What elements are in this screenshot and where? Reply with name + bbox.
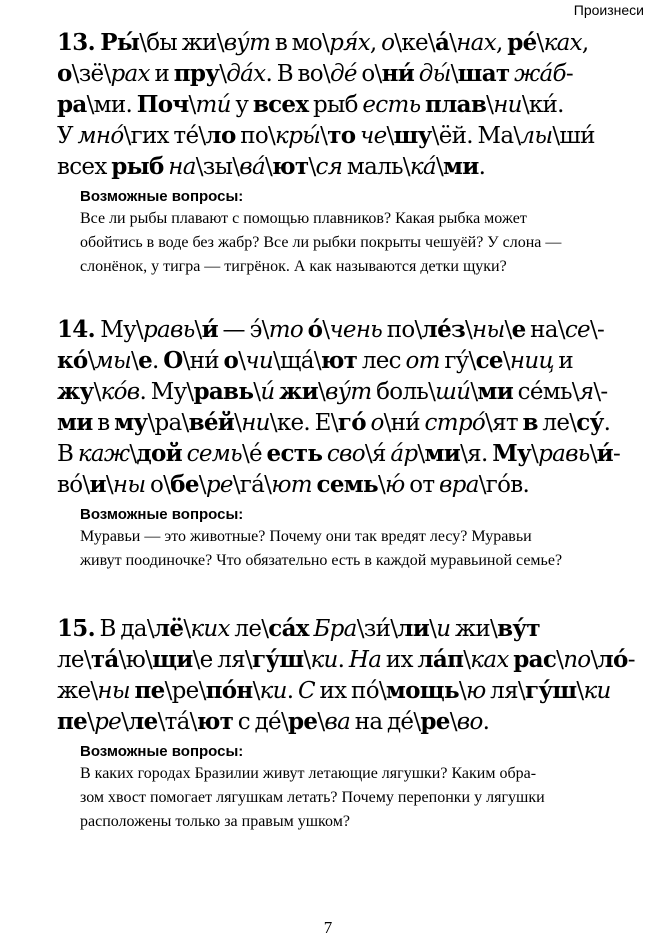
text-segment: семь — [186, 441, 242, 467]
text-segment: всех — [57, 154, 112, 180]
questions-heading: Возможные вопросы: — [80, 188, 244, 205]
question-line: зом хвост помогает лягушкам летать? Почему перепонки у лягушки — [80, 789, 545, 806]
text-line — [57, 469, 650, 500]
text-segment: лес — [357, 348, 406, 374]
text-segment: дой — [136, 440, 183, 467]
text-segment: на — [168, 154, 196, 180]
text-segment: \ — [464, 317, 473, 343]
text-segment: \ — [131, 348, 139, 374]
text-segment: ми — [57, 409, 93, 436]
text-segment: , — [581, 30, 589, 56]
text-segment: \ — [317, 379, 326, 405]
text-segment: их по́\ — [314, 678, 386, 704]
text-segment: ву́т — [497, 615, 540, 642]
text-segment: \ — [449, 30, 457, 56]
text-segment: \- — [589, 317, 605, 343]
text-segment: ю́ — [385, 472, 405, 498]
text-segment: че — [360, 123, 387, 149]
text-segment: пе — [134, 677, 165, 704]
text-segment: боль\ — [371, 379, 436, 405]
text-segment: шу — [393, 122, 432, 149]
text-line — [57, 345, 650, 376]
text-segment: \ши́ — [552, 123, 595, 149]
text-segment: О — [163, 347, 183, 374]
text-segment: и́ — [260, 379, 275, 405]
text-segment: я — [578, 379, 594, 405]
text-segment: и — [149, 61, 174, 87]
text-segment: ле\ — [229, 616, 269, 642]
text-segment: чи — [245, 348, 273, 374]
text-segment: \ — [93, 379, 101, 405]
text-segment: мощь — [385, 677, 459, 704]
text-segment: \ — [450, 61, 458, 87]
text-segment: ки — [310, 647, 338, 673]
text-segment: ни́ — [381, 60, 415, 87]
text-segment: \ — [183, 616, 191, 642]
text-segment: \ — [129, 441, 137, 467]
text-segment: у — [230, 92, 253, 118]
text-segment: ся — [315, 154, 343, 180]
text-segment: ках — [543, 30, 582, 56]
text-segment: ю — [465, 678, 486, 704]
questions-text — [80, 207, 650, 279]
text-segment: и́ — [596, 440, 614, 467]
text-segment: \зи́\ — [356, 616, 398, 642]
text-segment: ра — [57, 91, 87, 118]
text-segment: гу́ш — [251, 646, 304, 673]
text-segment: 13. — [57, 29, 101, 56]
text-segment: В да\ — [94, 616, 154, 642]
text-line — [57, 675, 650, 706]
text-segment: жи — [279, 378, 318, 405]
question-line: живут поодиночке? Что обязательно есть в каждой муравьиной семье? — [80, 552, 563, 569]
text-segment: \ — [317, 709, 325, 735]
text-line — [57, 407, 650, 438]
text-segment: от — [405, 348, 440, 374]
text-segment: в мо\ — [270, 30, 330, 56]
text-segment: стро́ — [424, 410, 486, 436]
text-segment: ти́ — [195, 92, 231, 118]
text-segment: \ — [429, 616, 437, 642]
question-line: Все ли рыбы плавают с помощью плавников? Какая рыбка может — [80, 210, 527, 227]
text-segment: \ — [308, 154, 316, 180]
text-segment: \ке. Е\ — [269, 410, 338, 436]
text-segment: мы — [94, 348, 132, 374]
text-segment: . — [152, 348, 164, 374]
text-segment: \е ля\ — [192, 647, 252, 673]
text-segment: \ — [87, 709, 95, 735]
text-segment: Бра — [313, 616, 357, 642]
text-segment: ва́ — [239, 154, 265, 180]
text-segment: \ — [536, 30, 544, 56]
text-segment: а́ — [434, 29, 450, 56]
text-segment: кры́ — [275, 123, 321, 149]
text-segment: пру — [173, 60, 220, 87]
text-segment: да́х — [226, 61, 266, 87]
text-segment: Му\ — [100, 317, 143, 343]
text-segment: \- — [593, 379, 608, 405]
text-segment: . — [603, 410, 611, 436]
text-segment: в — [522, 409, 538, 436]
exercise-text — [57, 27, 650, 182]
text-segment: ва — [324, 709, 351, 735]
text-line — [57, 613, 650, 644]
text-segment: ды́ — [418, 61, 451, 87]
text-segment: гу́ш — [524, 677, 577, 704]
text-segment: и́ — [201, 316, 218, 343]
text-segment: го́ — [337, 409, 366, 436]
text-segment: о\ — [145, 472, 171, 498]
text-segment: ких — [190, 616, 230, 642]
text-segment: ря́х — [329, 30, 370, 56]
text-segment: ло — [205, 122, 236, 149]
text-segment: \ — [531, 441, 539, 467]
question-line: слонёнок, у тигра — тигрёнок. А как называются детки щуки? — [80, 258, 507, 275]
text-segment: о\ — [356, 61, 382, 87]
text-segment: \ — [87, 348, 95, 374]
text-segment: Поч — [136, 91, 189, 118]
text-segment: каж — [77, 441, 130, 467]
text-segment: и — [436, 616, 451, 642]
text-segment: мно́ — [77, 123, 124, 149]
text-segment: , — [369, 30, 382, 56]
text-segment: \ки́. — [521, 92, 564, 118]
text-segment: \ — [194, 317, 202, 343]
text-segment: \ке\ — [394, 30, 435, 56]
text-segment: \ — [435, 154, 443, 180]
text-segment: ки — [583, 678, 611, 704]
text-segment: лы — [520, 123, 553, 149]
text-segment: В — [57, 441, 78, 467]
text-segment: жа́б — [514, 61, 566, 87]
text-segment: \ — [320, 123, 328, 149]
text-segment: по́н — [205, 677, 253, 704]
text-segment: — э́\ — [217, 317, 269, 343]
text-segment: ле\ — [537, 410, 577, 436]
text-segment: \ — [386, 123, 394, 149]
text-segment: \ю\ — [118, 647, 153, 673]
text-segment: \ — [449, 709, 457, 735]
text-segment: ле́з — [421, 316, 465, 343]
text-segment: \я́ — [364, 441, 391, 467]
text-segment: се — [564, 317, 590, 343]
text-segment: \ра\ — [147, 410, 189, 436]
text-segment: \ — [121, 709, 129, 735]
text-segment: о — [223, 347, 239, 374]
text-segment: \ — [234, 410, 242, 436]
text-line — [57, 120, 650, 151]
text-segment: \ — [377, 472, 386, 498]
text-segment: всех — [252, 91, 309, 118]
text-segment: . — [482, 709, 490, 735]
text-segment: \ — [303, 647, 311, 673]
text-segment: щи — [152, 646, 193, 673]
exercise-15 — [57, 613, 650, 834]
text-segment: \ — [219, 61, 227, 87]
text-segment: 14. — [57, 316, 101, 343]
exercise-text — [57, 613, 650, 737]
text-segment: У — [57, 123, 78, 149]
questions-heading: Возможные вопросы: — [80, 743, 244, 760]
text-segment: \ёй. Ма\ — [431, 123, 521, 149]
text-segment: \ — [486, 92, 494, 118]
text-segment: - — [565, 61, 573, 87]
text-segment: о́ — [307, 316, 323, 343]
text-segment: \ — [502, 348, 510, 374]
text-segment: о — [370, 410, 384, 436]
text-segment: \ре\ — [164, 678, 206, 704]
text-segment: рах — [110, 61, 150, 87]
text-segment: ре — [205, 472, 233, 498]
exercise-text — [57, 314, 650, 500]
text-segment: сво — [326, 441, 365, 467]
text-segment: \зы\ — [195, 154, 240, 180]
text-line — [57, 376, 650, 407]
question-line: обойтись в воде без жабр? Все ли рыбки покрыты чешуёй? У слона — — [80, 234, 562, 251]
text-segment: Ры́ — [100, 29, 140, 56]
text-segment: ниц — [509, 348, 554, 374]
text-segment: равь — [142, 317, 195, 343]
text-line — [57, 644, 650, 675]
text-segment: во́\ — [57, 472, 90, 498]
text-segment: ло́ — [597, 646, 628, 673]
text-segment: ны — [472, 317, 505, 343]
text-segment: се — [475, 347, 503, 374]
text-segment: \ — [253, 379, 261, 405]
text-segment: жи\ — [450, 616, 498, 642]
text-segment: рыб — [111, 153, 164, 180]
text-segment: рас — [513, 646, 557, 673]
text-segment: \ни́ — [182, 348, 224, 374]
text-segment: \ — [198, 472, 206, 498]
text-segment: . Му\ — [139, 379, 194, 405]
text-segment: рыб — [308, 92, 363, 118]
text-segment: е — [138, 347, 153, 374]
text-segment: ши́ — [435, 379, 471, 405]
text-segment: . — [286, 678, 299, 704]
text-segment: \ — [238, 348, 246, 374]
text-segment: \ят — [485, 410, 523, 436]
text-segment: \ща́\ — [272, 348, 321, 374]
exercise-13 — [57, 27, 650, 279]
text-segment: \бы жи\ — [139, 30, 224, 56]
text-segment: \ — [504, 317, 512, 343]
text-segment: по — [563, 647, 591, 673]
text-segment: ны — [97, 678, 130, 704]
text-segment: нах — [456, 30, 496, 56]
text-segment: ве́й — [188, 409, 235, 436]
text-segment: \е́ — [241, 441, 267, 467]
text-segment: ре — [420, 708, 450, 735]
text-segment: \ — [264, 154, 273, 180]
text-line — [57, 151, 650, 182]
text-line — [57, 314, 650, 345]
text-segment: есть — [266, 440, 323, 467]
text-segment: \ — [556, 647, 564, 673]
text-segment: вра — [438, 472, 479, 498]
text-segment: на\ — [525, 317, 565, 343]
question-line: расположены только за правым ушком? — [80, 813, 350, 830]
text-segment: ми — [443, 153, 479, 180]
text-segment: . В во\ — [265, 61, 330, 87]
text-segment: \я. — [460, 441, 493, 467]
text-segment: чень — [329, 317, 383, 343]
text-segment: ют — [196, 708, 234, 735]
text-segment: ми — [477, 378, 514, 405]
text-segment: \га́\ — [232, 472, 272, 498]
text-segment: та́ — [90, 646, 119, 673]
text-segment: \гих те́\ — [123, 123, 206, 149]
page-number: 7 — [323, 918, 333, 937]
text-segment: е — [511, 316, 526, 343]
text-segment: то — [327, 122, 356, 149]
text-segment: \ми. — [86, 92, 137, 118]
text-segment: равь — [538, 441, 590, 467]
text-segment: С — [298, 678, 315, 704]
text-segment: му — [114, 409, 148, 436]
questions-text — [80, 762, 650, 834]
text-line — [57, 89, 650, 120]
text-segment: . — [478, 154, 486, 180]
text-segment: \ — [576, 678, 584, 704]
text-segment: есть — [362, 92, 421, 118]
question-line: В каких городах Бразилии живут летающие лягушки? Каким обра- — [80, 765, 537, 782]
text-segment: равь — [193, 378, 254, 405]
text-segment: плав — [425, 91, 487, 118]
text-segment: жу — [57, 378, 94, 405]
text-segment: от — [404, 472, 439, 498]
text-segment: по\ — [382, 317, 422, 343]
text-line — [57, 58, 650, 89]
text-line — [57, 27, 650, 58]
text-segment: \ — [589, 441, 597, 467]
text-segment: \ — [458, 678, 466, 704]
text-segment: ли — [397, 615, 430, 642]
text-segment: гу́\ — [439, 348, 476, 374]
text-segment: ре — [94, 709, 122, 735]
text-segment: ре́ — [507, 29, 537, 56]
text-segment: - — [613, 441, 621, 467]
text-segment: ла́п — [417, 646, 464, 673]
text-segment: ки — [259, 678, 287, 704]
text-segment: ни — [241, 410, 270, 436]
text-segment: на де́\ — [350, 709, 421, 735]
question-line: Муравьи — это животные? Почему они так вредят лесу? Муравьи — [80, 528, 532, 545]
text-segment: \ — [188, 92, 196, 118]
text-segment: се́мь\ — [513, 379, 579, 405]
questions-text — [80, 525, 650, 573]
text-segment: и — [553, 348, 574, 374]
running-title: Произнеси — [573, 2, 644, 18]
text-segment: во — [456, 709, 483, 735]
text-segment: семь — [316, 471, 378, 498]
text-segment: то — [268, 317, 303, 343]
text-segment: с де́\ — [233, 709, 288, 735]
text-segment: о — [57, 60, 72, 87]
text-segment: ву́т — [223, 30, 271, 56]
text-segment: - — [627, 647, 635, 673]
text-segment: ле\ — [57, 647, 91, 673]
text-segment: и — [89, 471, 106, 498]
text-segment: ны — [112, 472, 146, 498]
text-segment: бе — [170, 471, 199, 498]
text-segment: \ — [417, 441, 425, 467]
text-segment: ми — [424, 440, 461, 467]
text-segment: . — [337, 647, 349, 673]
text-segment: \ни́ — [383, 410, 425, 436]
text-segment: 15. — [57, 615, 95, 642]
text-segment: ле — [128, 708, 158, 735]
text-segment: же\ — [57, 678, 98, 704]
text-segment: пе — [57, 708, 88, 735]
text-segment: ни — [493, 92, 522, 118]
questions-heading: Возможные вопросы: — [80, 506, 244, 523]
text-segment: в — [92, 410, 115, 436]
text-line — [57, 706, 650, 737]
text-segment: \ — [252, 678, 260, 704]
text-line — [57, 438, 650, 469]
text-segment: ках — [470, 647, 509, 673]
text-segment: а́р — [390, 441, 418, 467]
text-segment: ют — [320, 347, 358, 374]
text-segment: о — [381, 30, 395, 56]
text-segment: ка́ — [409, 154, 436, 180]
exercise-14 — [57, 314, 650, 573]
text-segment: лё — [153, 615, 184, 642]
text-segment: су́ — [576, 409, 604, 436]
text-segment: ют — [272, 153, 309, 180]
text-segment: На — [348, 647, 382, 673]
text-segment: ре — [288, 708, 318, 735]
text-segment: \ — [322, 317, 330, 343]
text-segment: ют — [271, 472, 312, 498]
text-segment: \зё\ — [71, 61, 111, 87]
text-segment: маль\ — [342, 154, 410, 180]
text-segment: , — [495, 30, 508, 56]
text-segment: ля\ — [485, 678, 525, 704]
text-segment: ву́т — [325, 379, 372, 405]
text-segment: шат — [457, 60, 510, 87]
text-segment: \ — [105, 472, 113, 498]
text-segment: Му — [492, 440, 531, 467]
text-segment: де́ — [329, 61, 357, 87]
text-segment: са́х — [268, 615, 309, 642]
text-segment: ко́в — [100, 379, 140, 405]
text-segment: \го́в. — [478, 472, 530, 498]
text-segment: ко́ — [57, 347, 88, 374]
text-segment: \ — [470, 379, 478, 405]
text-segment: \та́\ — [157, 709, 197, 735]
text-segment: \ — [590, 647, 598, 673]
text-segment: по\ — [235, 123, 276, 149]
text-segment: их — [381, 647, 418, 673]
text-segment: \ — [463, 647, 471, 673]
